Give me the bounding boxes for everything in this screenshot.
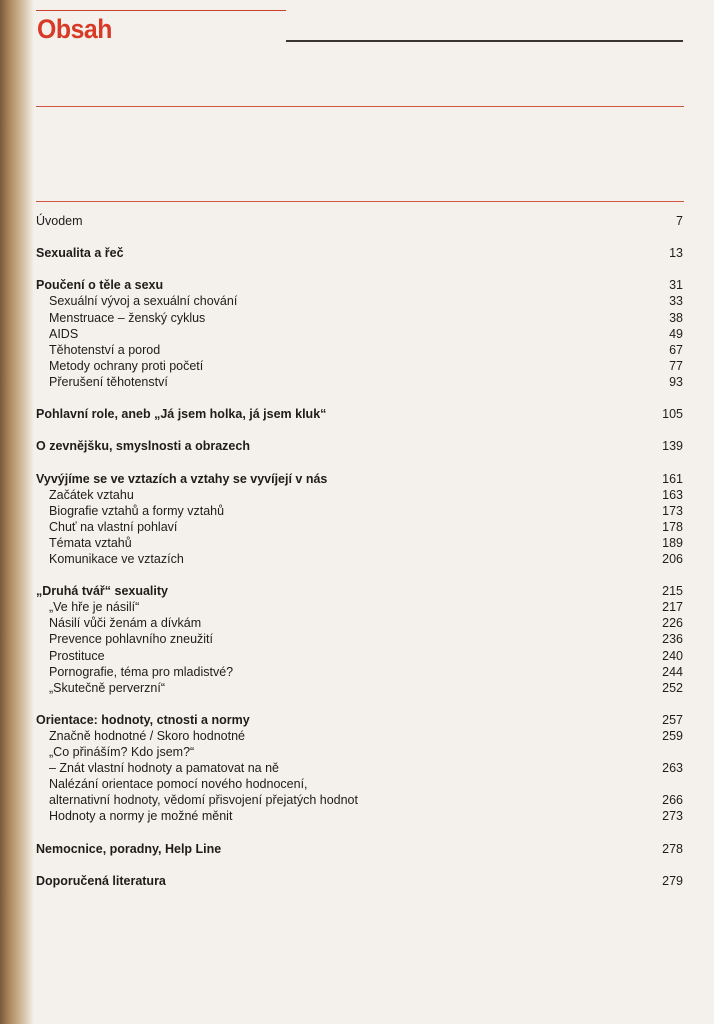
toc-subsection-entry — [36, 792, 683, 808]
toc-page-number: 93 — [669, 374, 683, 389]
toc-entry-label: Násilí vůči ženám a dívkám — [49, 616, 202, 631]
toc-entry-label: Pornografie, téma pro mladistvé? — [49, 664, 234, 679]
toc-subsection-entry — [36, 648, 683, 664]
toc-page-number: 33 — [669, 294, 683, 309]
toc-subsection-entry — [36, 744, 683, 760]
toc-entry-label: Vyvýjíme se ve vztazích a vztahy se vyvíjejí v nás — [36, 471, 328, 486]
toc-entry-label: Nalézání orientace pomocí nového hodnocení, — [49, 777, 308, 792]
page-title: Obsah — [37, 14, 113, 44]
toc-page-number: 49 — [669, 326, 683, 341]
toc-page-number: 67 — [669, 342, 683, 357]
toc-entry-label: Těhotenství a porod — [49, 342, 161, 357]
toc-entry — [36, 213, 683, 229]
toc-spacer — [36, 696, 683, 712]
toc-chapter-entry — [36, 873, 683, 889]
toc-entry-label: alternativní hodnoty, vědomí přisvojení přejatých hodnot — [49, 793, 358, 808]
toc-spacer — [36, 825, 683, 841]
toc-entry-label: Prevence pohlavního zneužití — [49, 632, 213, 647]
toc-page-number: 215 — [662, 584, 683, 599]
title-rule — [286, 40, 683, 42]
divider-rule-upper — [36, 106, 684, 107]
toc-subsection-entry — [36, 535, 683, 551]
toc-page-number: 161 — [662, 471, 683, 486]
toc-entry-label: Doporučená literatura — [36, 873, 166, 888]
toc-page-number: 189 — [662, 535, 683, 550]
page-binding-shadow — [0, 0, 34, 1024]
toc-entry-label: Témata vztahů — [49, 535, 132, 550]
toc-chapter-entry — [36, 406, 683, 422]
toc-page-number: 278 — [662, 841, 683, 856]
toc-page-number: 257 — [662, 712, 683, 727]
toc-entry-label: Metody ochrany proti početí — [49, 358, 204, 373]
toc-subsection-entry — [36, 503, 683, 519]
toc-entry-label: „Druhá tvář“ sexuality — [36, 584, 168, 599]
toc-entry-label: Pohlavní role, aneb „Já jsem holka, já jsem kluk“ — [36, 407, 327, 422]
toc-page-number: 240 — [662, 648, 683, 663]
toc-subsection-entry — [36, 358, 683, 374]
toc-page-number: 77 — [669, 358, 683, 373]
toc-subsection-entry — [36, 487, 683, 503]
toc-entry-label: Poučení o těle a sexu — [36, 278, 164, 293]
toc-chapter-entry — [36, 841, 683, 857]
toc-entry-label: Přerušení těhotenství — [49, 374, 168, 389]
toc-page-number: 259 — [662, 729, 683, 743]
toc-subsection-entry — [36, 664, 683, 680]
toc-entry-label: „Skutečně perverzní“ — [49, 680, 166, 695]
toc-spacer — [36, 229, 683, 245]
toc-subsection-entry — [36, 760, 683, 776]
toc-subsection-entry — [36, 776, 683, 792]
toc-spacer — [36, 857, 683, 873]
toc-page-number: 236 — [662, 632, 683, 647]
table-of-contents — [36, 213, 683, 889]
toc-subsection-entry — [36, 615, 683, 631]
toc-page-number: 178 — [662, 519, 683, 534]
toc-entry-label: Menstruace – ženský cyklus — [49, 310, 206, 325]
toc-page-number: 163 — [662, 487, 683, 502]
toc-subsection-entry — [36, 728, 683, 744]
toc-spacer — [36, 422, 683, 438]
toc-page-number: 266 — [662, 793, 683, 808]
toc-page-number: 105 — [662, 407, 683, 422]
toc-page-number: 173 — [662, 503, 683, 518]
toc-subsection-entry — [36, 326, 683, 342]
toc-chapter-entry — [36, 471, 683, 487]
toc-subsection-entry — [36, 551, 683, 567]
toc-entry-label: Biografie vztahů a formy vztahů — [49, 503, 225, 518]
toc-chapter-entry — [36, 438, 683, 454]
toc-spacer — [36, 261, 683, 277]
toc-entry-label: Nemocnice, poradny, Help Line — [36, 841, 222, 856]
toc-subsection-entry — [36, 680, 683, 696]
toc-chapter-entry — [36, 277, 683, 293]
toc-entry-label: Hodnoty a normy je možné měnit — [49, 809, 233, 824]
toc-page-number: 252 — [662, 680, 683, 695]
toc-entry-label: O zevnějšku, smyslnosti a obrazech — [36, 439, 250, 454]
toc-subsection-entry — [36, 808, 683, 824]
toc-subsection-entry — [36, 631, 683, 647]
toc-entry-label: Komunikace ve vztazích — [49, 551, 184, 566]
toc-page-number: 13 — [669, 246, 683, 261]
toc-subsection-entry — [36, 342, 683, 358]
toc-page-number: 7 — [676, 214, 683, 228]
toc-page-number: 244 — [662, 664, 683, 679]
toc-entry-label: Prostituce — [49, 648, 105, 663]
toc-spacer — [36, 567, 683, 583]
toc-page-number: 206 — [662, 551, 683, 566]
toc-page-number: 263 — [662, 761, 683, 776]
toc-entry-label: – Znát vlastní hodnoty a pamatovat na ně — [49, 761, 280, 776]
toc-entry-label: Úvodem — [36, 214, 83, 228]
toc-subsection-entry — [36, 519, 683, 535]
divider-rule-lower — [36, 201, 684, 202]
toc-page-number: 279 — [662, 873, 683, 888]
toc-entry-label: Značně hodnotné / Skoro hodnotné — [49, 729, 245, 743]
toc-entry-label: Orientace: hodnoty, ctnosti a normy — [36, 712, 250, 727]
toc-entry-label: Sexuální vývoj a sexuální chování — [49, 294, 238, 309]
toc-entry-label: Sexualita a řeč — [36, 246, 124, 261]
toc-subsection-entry — [36, 374, 683, 390]
toc-page-number: 38 — [669, 310, 683, 325]
toc-entry-label: Chuť na vlastní pohlaví — [49, 519, 178, 534]
toc-page-number: 139 — [662, 439, 683, 454]
toc-page-number: 217 — [662, 600, 683, 615]
toc-spacer — [36, 454, 683, 470]
toc-chapter-entry — [36, 583, 683, 599]
toc-spacer — [36, 390, 683, 406]
toc-entry-label: Začátek vztahu — [49, 487, 134, 502]
toc-subsection-entry — [36, 293, 683, 309]
toc-entry-label: „Ve hře je násilí“ — [49, 600, 140, 615]
toc-page-number: 31 — [669, 278, 683, 293]
toc-page-number: 226 — [662, 616, 683, 631]
toc-entry-label: AIDS — [49, 326, 79, 341]
toc-chapter-entry — [36, 712, 683, 728]
toc-chapter-entry — [36, 245, 683, 261]
toc-subsection-entry — [36, 599, 683, 615]
toc-page-number: 273 — [662, 809, 683, 824]
top-rule — [36, 10, 286, 11]
toc-entry-label: „Co přináším? Kdo jsem?“ — [49, 745, 195, 760]
toc-subsection-entry — [36, 310, 683, 326]
